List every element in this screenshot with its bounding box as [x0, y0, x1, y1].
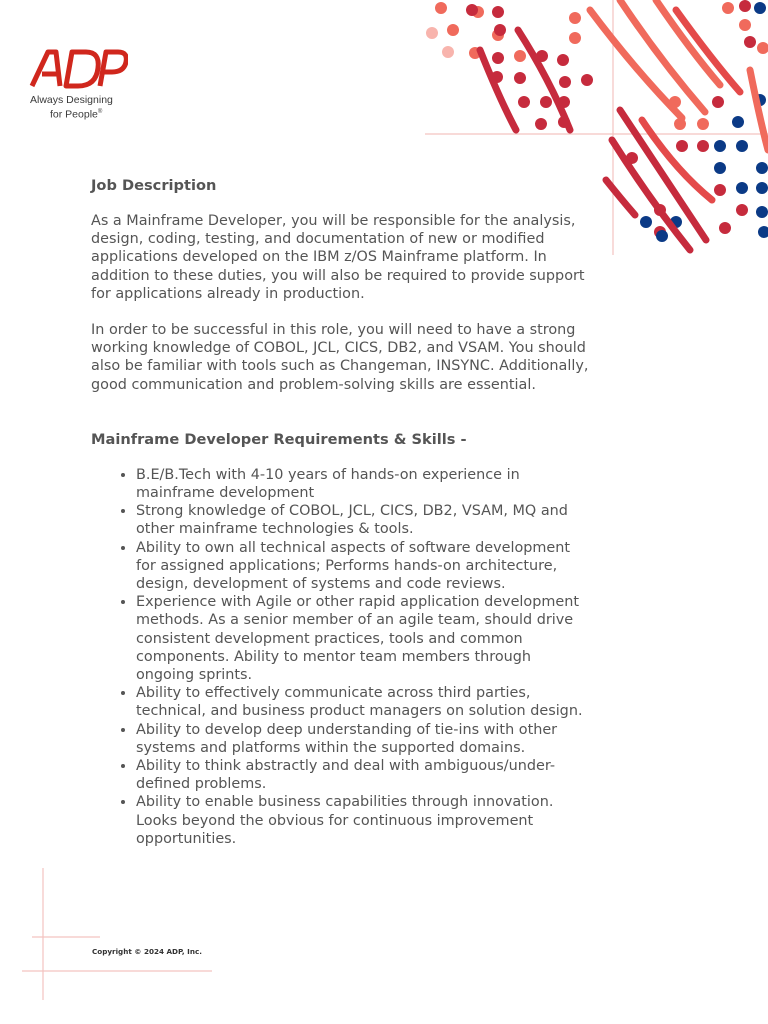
list-item: • Ability to develop deep understanding of tie-ins with other systems and platforms within the supported domains.: [136, 721, 591, 757]
adp-logo-mark: [28, 46, 128, 92]
intro-paragraph: As a Mainframe Developer, you will be responsible for the analysis, design, coding, testing, and documentation of new or modified applications developed on the IBM z/OS Mainframe platform. In addition to these duties, you will also be required to provide support for applications already in production.: [91, 213, 585, 302]
tagline-line-2: [30, 106, 113, 121]
job-description-heading: Job Description: [91, 177, 217, 194]
tagline-line-2-text: for People: [50, 108, 98, 121]
list-item: • Ability to think abstractly and deal with ambiguous/under-defined problems.: [136, 757, 591, 793]
list-item: • Ability to effectively communicate across third parties, technical, and business product managers on solution design.: [136, 684, 591, 720]
job-description-content: [91, 176, 591, 848]
requirements-heading: Mainframe Developer Requirements & Skills -: [91, 430, 467, 448]
list-item: • Experience with Agile or other rapid application development methods. As a senior member of an agile team, should drive consistent development practices, tools and common components. Ability to mentor team members through ongoing sprints.: [136, 593, 591, 684]
list-item: • Strong knowledge of COBOL, JCL, CICS, DB2, VSAM, MQ and other mainframe technologies & tools.: [136, 502, 591, 538]
list-item: • Ability to own all technical aspects of software development for assigned applications; Performs hands-on architecture, design, development of systems and code reviews.: [136, 539, 591, 594]
brand-tagline: [30, 94, 113, 121]
skills-paragraph: In order to be successful in this role, you will need to have a strong working knowledge of COBOL, JCL, CICS, DB2, and VSAM. You should also be familiar with tools such as Changeman, INSYNC. Additionally, good communication and problem-solving skills are essential.: [91, 322, 589, 393]
tagline-line-1: Always Designing: [30, 94, 113, 106]
copyright-text: Copyright © 2024 ADP, Inc.: [92, 947, 202, 956]
list-item: • Ability to enable business capabilities through innovation. Looks beyond the obvious for continuous improvement opportunities.: [136, 793, 591, 848]
list-item: • B.E/B.Tech with 4-10 years of hands-on experience in mainframe development: [136, 466, 591, 502]
registered-mark: ®: [97, 109, 103, 115]
footer-decorative-lines: [0, 860, 230, 1010]
requirements-list: [91, 466, 591, 848]
